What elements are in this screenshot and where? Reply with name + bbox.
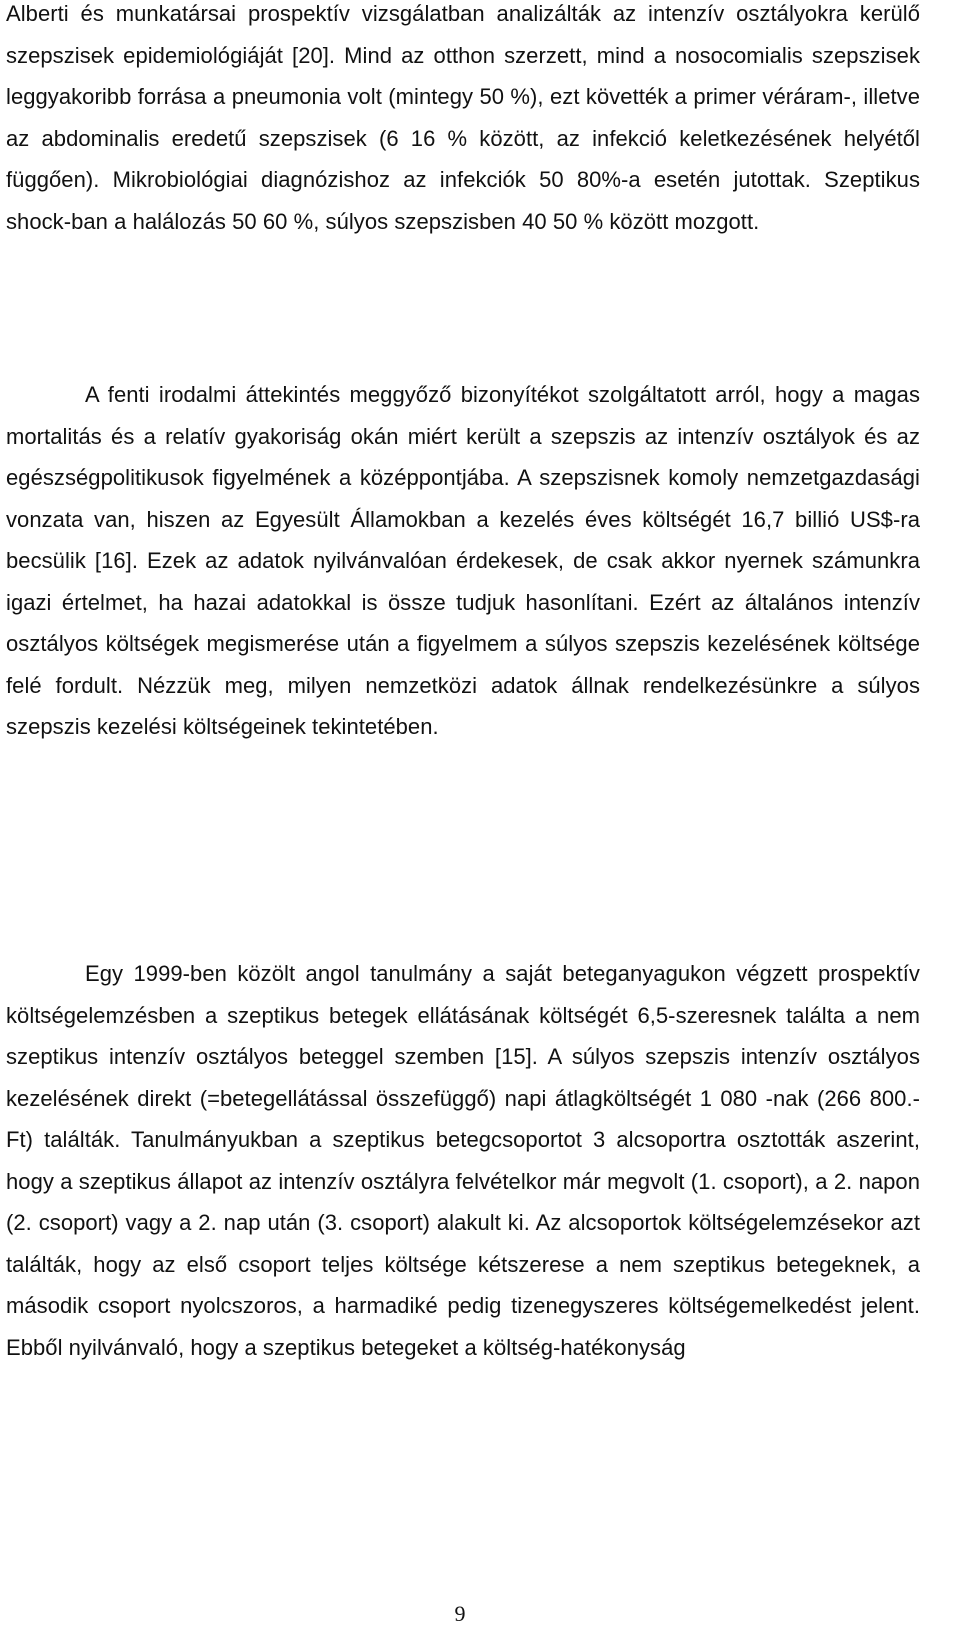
paragraph-epidemiology: Alberti és munkatársai prospektív vizsgálatban analizálták az intenzív osztályokra kerülő szepszisek epidemiológiáját [20]. Mind az otthon szerzett, mind a nosocomialis szepszisek leggyakoribb forrása a pneumonia volt (mintegy 50 %), ezt követték a primer véráram-, illetve az abdominalis eredetű szepszisek (6 16 % között, az infekció keletkezésének helyétől függően). Mikrobiológiai diagnózishoz az infekciók 50 80%-a esetén jutottak. Szeptikus shock-ban a halálozás 50 60 %, súlyos szepszisben 40 50 % között mozgott. — [6, 1, 920, 234]
paragraph-cost-study: Egy 1999-ben közölt angol tanulmány a saját beteganyagukon végzett prospektív költségelemzésben a szeptikus betegek ellátásának költségét 6,5-szeresnek találta a nem szeptikus intenzív osztályos beteggel szemben [15]. A súlyos szepszis intenzív osztályos kezelésének direkt (=betegellátással összefüggő) napi átlagköltségét 1 080 -nak (266 800.- Ft) találták. Tanulmányukban a szeptikus betegcsoportot 3 alcsoportra osztották aszerint, hogy a szeptikus állapot az intenzív osztályra felvételkor már megvolt (1. csoport), a 2. napon (2. csoport) vagy a 2. nap után (3. csoport) alakult ki. Az alcsoportok költségelemzésekor azt találták, hogy az első csoport teljes költsége kétszerese a nem szeptikus betegeknek, a második csoport nyolcszoros, a harmadiké pedig tizenegyszeres költségemelkedést jelent. Ebből nyilvánvaló, hogy a szeptikus betegeket a költség-hatékonyság — [6, 961, 920, 1360]
paragraph-literature-review: A fenti irodalmi áttekintés meggyőző bizonyítékot szolgáltatott arról, hogy a magas mortalitás és a relatív gyakoriság okán miért került a szepszis az intenzív osztályok és az egészségpolitikusok figyelmének a középpontjába. A szepszisnek komoly nemzetgazdasági vonzata van, hiszen az Egyesült Államokban a kezelés éves költségét 16,7 billió US$-ra becsülik [16]. Ezek az adatok nyilvánvalóan érdekesek, de csak akkor nyernek számunkra igazi értelmet, ha hazai adatokkal is össze tudjuk hasonlítani. Ezért az általános intenzív osztályos költségek megismerése után a figyelmem a súlyos szepszis kezelésének költsége felé fordult. Nézzük meg, milyen nemzetközi adatok állnak rendelkezésünkre a súlyos szepszis kezelési költségeinek tekintetében. — [6, 382, 920, 739]
page-number: 9 — [454, 1601, 466, 1626]
